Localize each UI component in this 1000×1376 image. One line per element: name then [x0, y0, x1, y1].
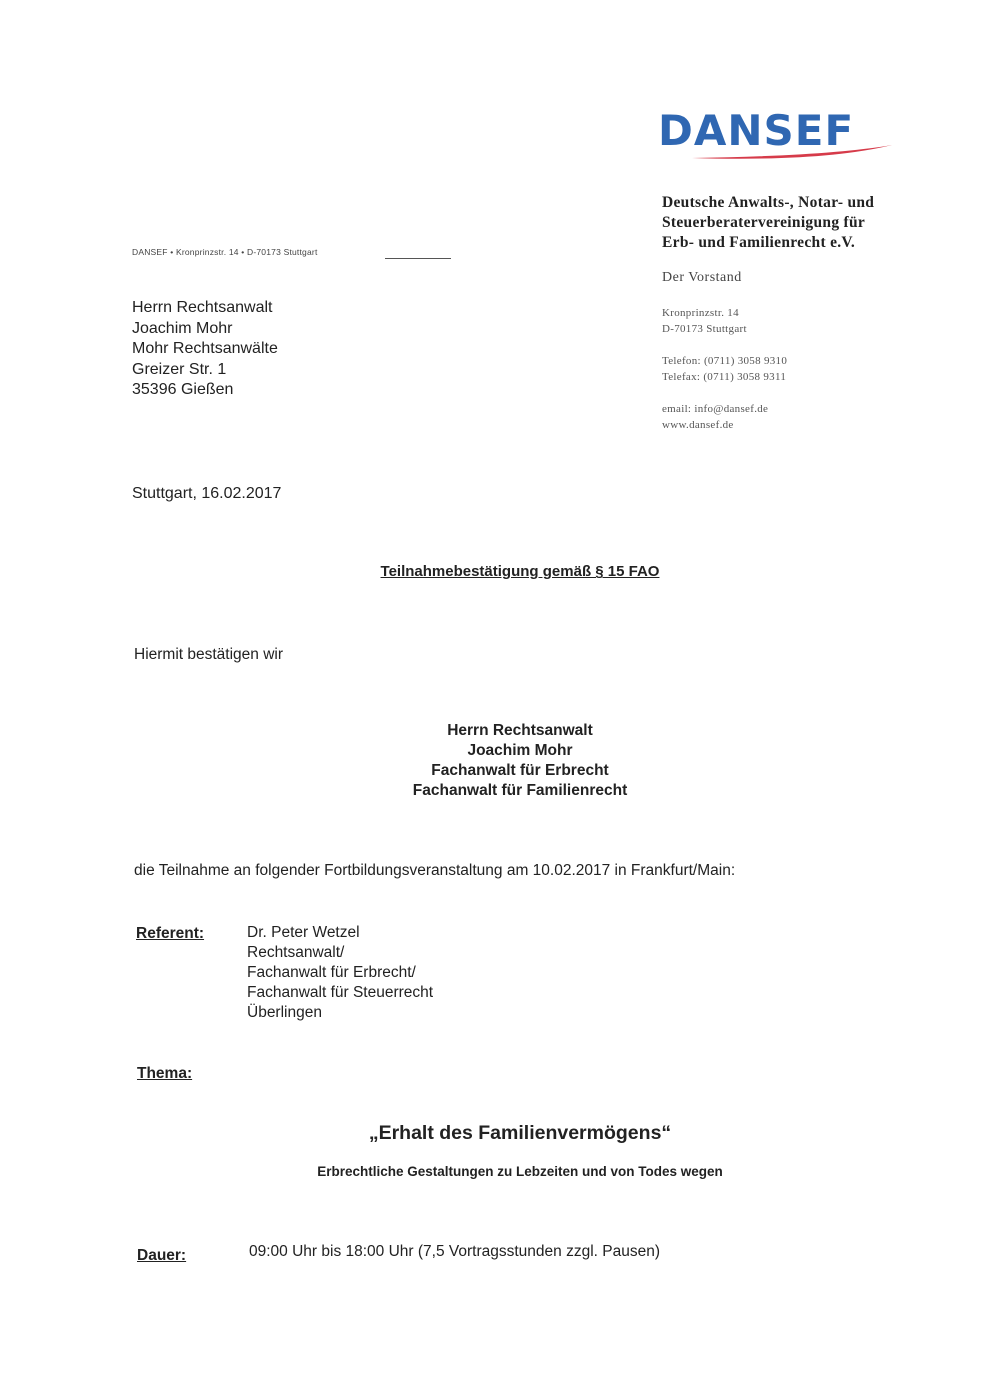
referent-line: Rechtsanwalt/ [247, 944, 345, 961]
dauer-label: Dauer: [137, 1247, 187, 1264]
thema-subtitle: Erbrechtliche Gestaltungen zu Lebzeiten und von Todes wegen [317, 1164, 723, 1179]
participant-line: Fachanwalt für Familienrecht [412, 782, 628, 799]
referent-line: Dr. Peter Wetzel [247, 924, 360, 941]
org-web [662, 401, 768, 433]
thema-title: „Erhalt des Familienvermögens“ [368, 1122, 672, 1144]
recipient-address [132, 298, 278, 401]
referent-line: Überlingen [247, 1004, 322, 1021]
referent-details [247, 923, 433, 1023]
org-address-line: Kronprinzstr. 14 [662, 307, 739, 319]
intro-text: Hiermit bestätigen wir [134, 646, 284, 663]
participant-line: Fachanwalt für Erbrecht [431, 762, 609, 779]
org-website: www.dansef.de [662, 419, 734, 431]
letter-subject: Teilnahmebestätigung gemäß § 15 FAO [380, 563, 660, 580]
sender-rule [385, 258, 451, 259]
referent-label: Referent: [136, 925, 205, 942]
org-name-line: Steuerberatervereinigung für [662, 214, 866, 231]
org-vorstand: Der Vorstand [662, 270, 742, 285]
participant-line: Herrn Rechtsanwalt [447, 722, 593, 739]
logo-wordmark: DANSEF [658, 106, 855, 155]
recipient-line: Greizer Str. 1 [132, 360, 227, 378]
recipient-line: 35396 Gießen [132, 381, 234, 398]
org-name [662, 193, 912, 253]
org-address-line: D-70173 Stuttgart [662, 323, 747, 335]
participant-line: Joachim Mohr [467, 742, 573, 759]
referent-line: Fachanwalt für Steuerrecht [247, 984, 434, 1001]
dauer-text: 09:00 Uhr bis 18:00 Uhr (7,5 Vortragsstunden zzgl. Pausen) [249, 1243, 660, 1260]
recipient-line: Mohr Rechtsanwälte [132, 340, 278, 357]
org-name-line: Deutsche Anwalts-, Notar- und [662, 194, 875, 211]
recipient-line: Joachim Mohr [132, 319, 233, 337]
thema-label: Thema: [137, 1065, 193, 1082]
letter-date: Stuttgart, 16.02.2017 [132, 485, 282, 502]
recipient-line: Herrn Rechtsanwalt [132, 299, 273, 316]
teilnahme-text: die Teilnahme an folgender Fortbildungsveranstaltung am 10.02.2017 in Frankfurt/Main: [134, 862, 736, 879]
org-fax-line: Telefax: (0711) 3058 9311 [662, 371, 787, 383]
org-address [662, 305, 747, 337]
org-phone-line: Telefon: (0711) 3058 9310 [662, 355, 788, 367]
referent-line: Fachanwalt für Erbrecht/ [247, 964, 416, 981]
org-email: email: info@dansef.de [662, 403, 769, 415]
org-name-line: Erb- und Familienrecht e.V. [662, 234, 856, 251]
participant-block [0, 721, 1000, 801]
logo-swoosh-icon [652, 100, 902, 170]
dansef-logo [652, 100, 902, 170]
org-phone [662, 353, 787, 385]
sender-line: DANSEF • Kronprinzstr. 14 • D-70173 Stuttgart [132, 247, 318, 257]
